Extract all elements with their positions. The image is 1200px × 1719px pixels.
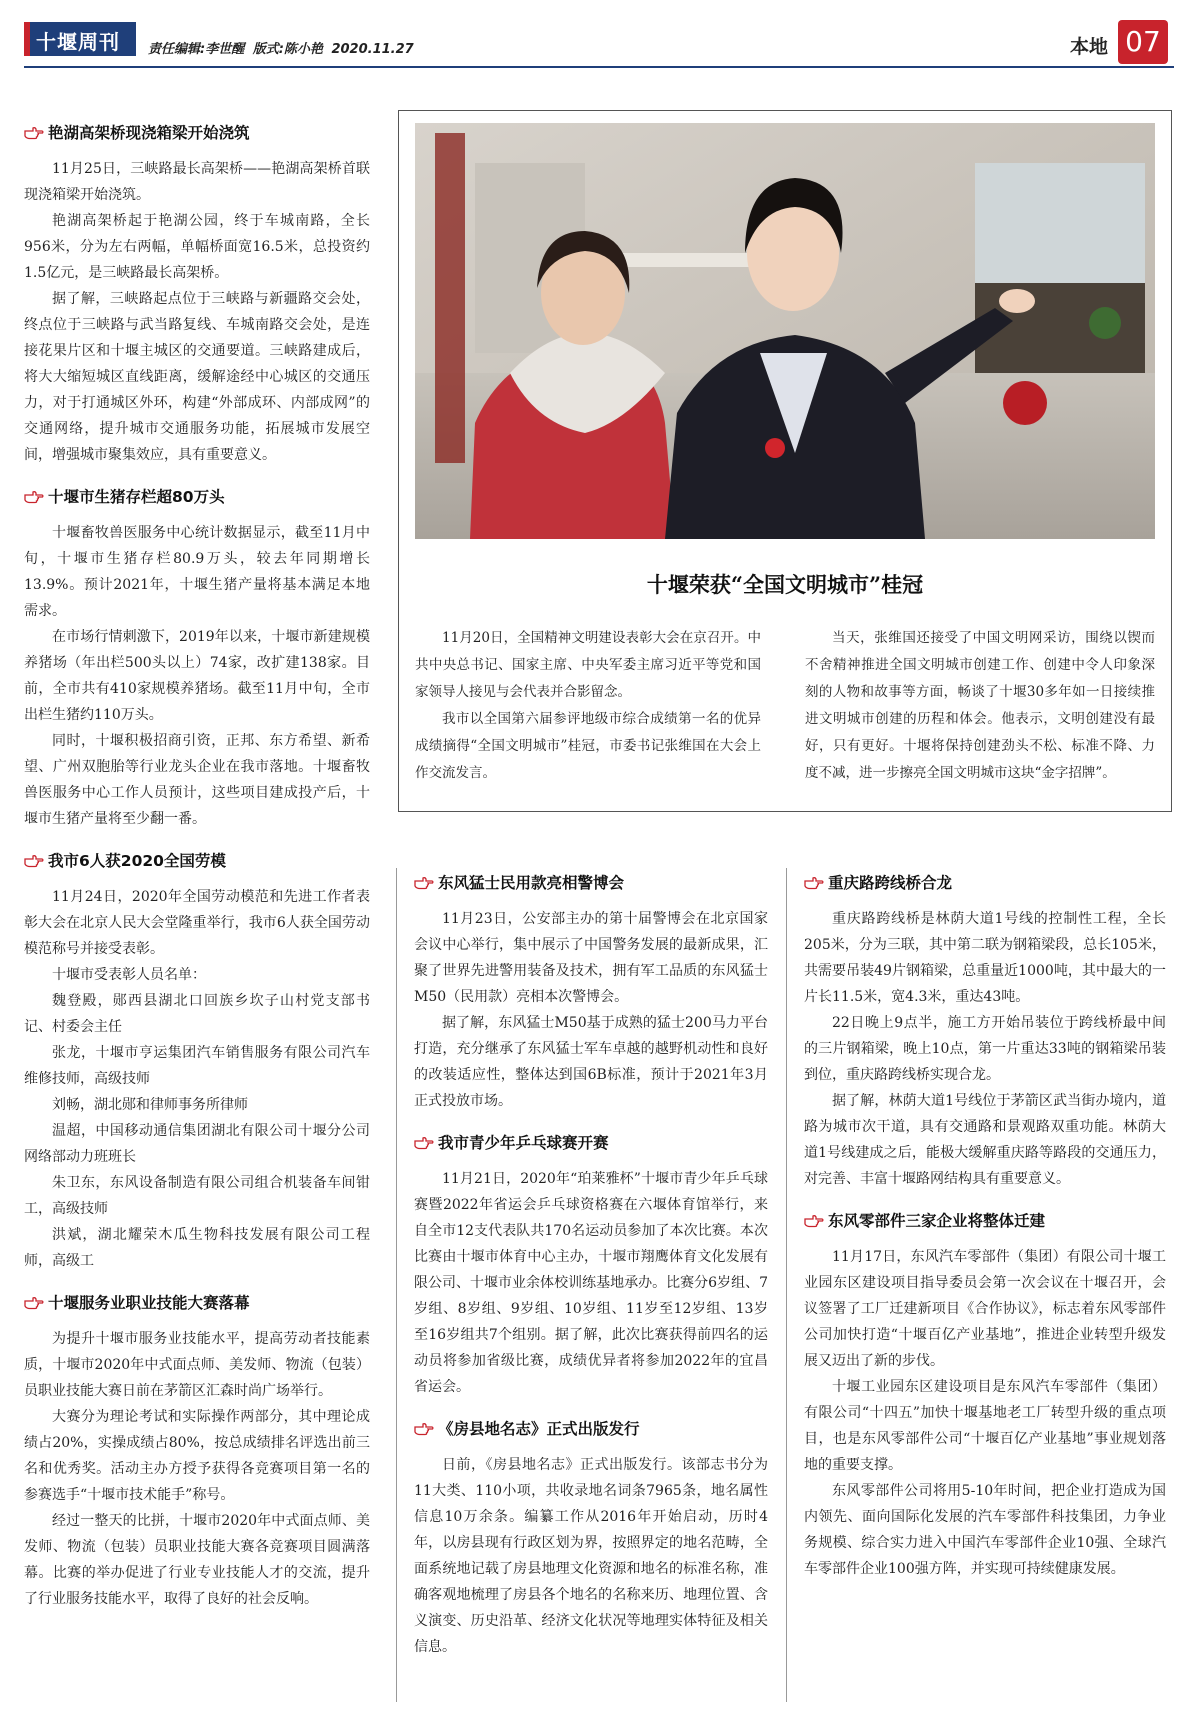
feature-paragraph: 我市以全国第六届参评地级市综合成绩第一名的优异成绩摘得“全国文明城市”桂冠，市委书记张维国在大会上作交流发言。 <box>415 711 761 781</box>
story-paragraph: 同时，十堰积极招商引资，正邦、东方希望、新希望、广州双胞胎等行业龙头企业在我市落地。十堰畜牧兽医服务中心工作人员预计，这些项目建成投产后，十堰市生猪产量将至少翻一番。 <box>24 733 370 827</box>
story-headline <box>24 118 370 148</box>
story-paragraph: 22日晚上9点半，施工方开始吊装位于跨线桥最中间的三片钢箱梁，晚上10点，第一片重达33吨的钢箱梁吊装到位，重庆路跨线桥实现合龙。 <box>804 1015 1166 1083</box>
column-left <box>24 118 370 1612</box>
story-paragraph: 张龙，十堰市亨运集团汽车销售服务有限公司汽车维修技师，高级技师 <box>24 1045 370 1087</box>
page-header <box>24 20 1174 64</box>
logo-stripe <box>24 22 30 56</box>
page-number: 07 <box>1118 20 1168 64</box>
story-paragraph: 洪斌，湖北耀荣木瓜生物科技发展有限公司工程师，高级工 <box>24 1227 370 1269</box>
story-paragraph: 刘畅，湖北郧和律师事务所律师 <box>52 1097 248 1113</box>
pointing-hand-icon <box>24 490 44 504</box>
newspaper-logo <box>24 22 136 56</box>
feature-title: 十堰荣获“全国文明城市”桂冠 <box>646 572 924 597</box>
story-paragraph: 经过一整天的比拼，十堰市2020年中式面点师、美发师、物流（包装）员职业技能大赛各竞赛项目圆满落幕。比赛的举办促进了行业专业技能人才的交流，提升了行业服务技能水平，取得了良好的社会反响。 <box>24 1513 370 1607</box>
story-paragraph: 艳湖高架桥起于艳湖公园，终于车城南路，全长956米，分为左右两幅，单幅桥面宽16.5米，总投资约1.5亿元，是三峡路最长高架桥。 <box>24 213 370 281</box>
story-title: 艳湖高架桥现浇箱梁开始浇筑 <box>48 124 250 142</box>
story-title: 东风猛士民用款亮相警博会 <box>438 874 625 892</box>
pointing-hand-icon <box>804 876 824 890</box>
pointing-hand-icon <box>24 126 44 140</box>
story-headline <box>804 868 1166 898</box>
story-paragraph: 11月25日，三峡路最长高架桥——艳湖高架桥首联现浇箱梁开始浇筑。 <box>24 161 370 203</box>
section-name: 本地 <box>1069 36 1108 58</box>
story-paragraph: 11月24日，2020年全国劳动模范和先进工作者表彰大会在北京人民大会堂隆重举行，我市6人获全国劳动模范称号并接受表彰。 <box>24 889 370 957</box>
story-paragraph: 魏登殿，郧西县湖北口回族乡坎子山村党支部书记、村委会主任 <box>24 993 370 1035</box>
column-right <box>804 868 1166 1582</box>
pointing-hand-icon <box>414 876 434 890</box>
story-headline <box>414 868 768 898</box>
story-headline <box>24 1288 370 1318</box>
pointing-hand-icon <box>804 1214 824 1228</box>
pointing-hand-icon <box>24 1296 44 1310</box>
story-paragraph: 11月21日，2020年“珀莱雅杯”十堰市青少年乒乓球赛暨2022年省运会乒乓球资格赛在六堰体育馆举行，来自全市12支代表队共170名运动员参加了本次比赛。本次比赛由十堰市体育中心主办，十堰市翔鹰体育文化发展有限公司、十堰市业余体校训练基地承办。比赛分6岁组、7岁组、8岁组、9岁组、10岁组、11岁至12岁组、13岁至16岁组共7个组别。据了解，此次比赛获得前四名的运动员将参加省级比赛，成绩优异者将参加2022年的宜昌省运会。 <box>414 1171 768 1395</box>
edition-meta <box>148 38 418 57</box>
story-headline <box>414 1128 768 1158</box>
story-paragraph: 据了解，三峡路起点位于三峡路与新疆路交会处，终点位于三峡路与武当路复线、车城南路交会处，是连接花果片区和十堰主城区的交通要道。三峡路建成后，将大大缩短城区直线距离，缓解途经中心城区的交通压力，对于打通城区外环，构建“外部成环、内部成网”的交通网络，提升城市交通服务功能，拓展城市发展空间，增强城市聚集效应，具有重要意义。 <box>24 291 370 463</box>
story-headline <box>24 482 370 512</box>
story-paragraph: 在市场行情刺激下，2019年以来，十堰市新建规模养猪场（年出栏500头以上）74家，改扩建138家。目前，全市共有410家规模养猪场。截至11月中旬，全市出栏生猪约110万头。 <box>24 629 370 723</box>
story-paragraph: 日前，《房县地名志》正式出版发行。该部志书分为11大类、110小项，共收录地名词条7965条，地名属性信息10万余条。编纂工作从2016年开始启动，历时4年，以房县现有行政区划为界，按照界定的地名范畴，全面系统地记载了房县地理文化资源和地名的标准名称，准确客观地梳理了房县各个地名的名称来历、地理位置、含义演变、历史沿革、经济文化状况等地理实体特征及相关信息。 <box>414 1457 768 1655</box>
pointing-hand-icon <box>24 854 44 868</box>
pointing-hand-icon <box>414 1422 434 1436</box>
story-paragraph: 11月17日，东风汽车零部件（集团）有限公司十堰工业园东区建设项目指导委员会第一次会议在十堰召开，会议签署了工厂迁建新项目《合作协议》，标志着东风零部件公司加快打造“十堰百亿产业基地”，推进企业转型升级发展又迈出了新的步伐。 <box>804 1249 1166 1369</box>
story-title: 东风零部件三家企业将整体迁建 <box>828 1212 1046 1230</box>
story-paragraph: 温超，中国移动通信集团湖北有限公司十堰分公司网络部动力班班长 <box>24 1123 370 1165</box>
story-paragraph: 东风零部件公司将用5-10年时间，把企业打造成为国内领先、面向国际化发展的汽车零部件科技集团，力争业务规模、综合实力进入中国汽车零部件企业10强、全球汽车零部件企业100强方阵，并实现可持续健康发展。 <box>804 1483 1166 1577</box>
story-paragraph: 大赛分为理论考试和实际操作两部分，其中理论成绩占20%，实操成绩占80%，按总成绩排名评选出前三名和优秀奖。活动主办方授予获得各竞赛项目第一名的参赛选手“十堰市技术能手”称号。 <box>24 1409 370 1503</box>
story-title: 十堰市生猪存栏超80万头 <box>48 488 225 506</box>
story-headline <box>414 1414 768 1444</box>
feature-text-left <box>415 625 761 787</box>
column-divider <box>396 868 397 1702</box>
story-paragraph: 据了解，东风猛士M50基于成熟的猛士200马力平台打造，充分继承了东风猛士军车卓越的越野机动性和良好的改装适应性，整体达到国6B标准，预计于2021年3月正式投放市场。 <box>414 1015 768 1109</box>
issue-date: 2020.11.27 <box>331 42 414 57</box>
story-paragraph: 十堰市受表彰人员名单： <box>52 967 206 983</box>
story-title: 我市青少年乒乓球赛开赛 <box>438 1134 609 1152</box>
column-divider <box>786 868 787 1702</box>
feature-box <box>398 110 1172 812</box>
feature-paragraph: 11月20日，全国精神文明建设表彰大会在京召开。中共中央总书记、国家主席、中央军委主席习近平等党和国家领导人接见与会代表并合影留念。 <box>415 630 761 700</box>
story-paragraph: 十堰畜牧兽医服务中心统计数据显示，截至11月中旬，十堰市生猪存栏80.9万头，较去年同期增长13.9%。预计2021年，十堰生猪产量将基本满足本地需求。 <box>24 525 370 619</box>
logo-text: 十堰周刊 <box>36 30 120 54</box>
story-headline <box>804 1206 1166 1236</box>
story-paragraph: 朱卫东，东风设备制造有限公司组合机装备车间钳工，高级技师 <box>24 1175 370 1217</box>
story-paragraph: 为提升十堰市服务业技能水平，提高劳动者技能素质，十堰市2020年中式面点师、美发师、物流（包装）员职业技能大赛日前在茅箭区汇森时尚广场举行。 <box>24 1331 370 1399</box>
header-rule <box>24 66 1174 68</box>
story-paragraph: 十堰工业园东区建设项目是东风汽车零部件（集团）有限公司“十四五”加快十堰基地老工厂转型升级的重点项目，也是东风零部件公司“十堰百亿产业基地”事业规划落地的重要支撑。 <box>804 1379 1166 1473</box>
story-title: 《房县地名志》正式出版发行 <box>438 1420 640 1438</box>
story-paragraph: 11月23日，公安部主办的第十届警博会在北京国家会议中心举行，集中展示了中国警务发展的最新成果，汇聚了世界先进警用装备及技术，拥有军工品质的东风猛士M50（民用款）亮相本次警博会。 <box>414 911 768 1005</box>
feature-paragraph: 当天，张维国还接受了中国文明网采访，围绕以锲而不舍精神推进全国文明城市创建工作、创建中令人印象深刻的人物和故事等方面，畅谈了十堰30多年如一日接续推进文明城市创建的历程和体会。他表示，文明创建没有最好，只有更好。十堰将保持创建劲头不松、标准不降、力度不减，进一步擦亮全国文明城市这块“金字招牌”。 <box>805 630 1155 781</box>
story-headline <box>24 846 370 876</box>
story-paragraph: 重庆路跨线桥是林荫大道1号线的控制性工程，全长205米，分为三联，其中第二联为钢箱梁段，总长105米，共需要吊装49片钢箱梁，总重量近1000吨，其中最大的一片长11.5米，宽4.3米，重达43吨。 <box>804 911 1166 1005</box>
layout-credit: 版式:陈小艳 <box>252 42 323 57</box>
editor-credit: 责任编辑:李世醒 <box>148 42 245 57</box>
pointing-hand-icon <box>414 1136 434 1150</box>
feature-photo <box>415 123 1155 539</box>
story-title: 十堰服务业职业技能大赛落幕 <box>48 1294 250 1312</box>
story-title: 重庆路跨线桥合龙 <box>828 874 953 892</box>
story-paragraph: 据了解，林荫大道1号线位于茅箭区武当街办境内，道路为城市次干道，具有交通路和景观路双重功能。林荫大道1号线建成之后，能极大缓解重庆路等路段的交通压力，对完善、丰富十堰路网结构具有重要意义。 <box>804 1093 1166 1187</box>
feature-text-right <box>805 625 1155 787</box>
column-middle <box>414 868 768 1660</box>
photo-illustration <box>415 123 1155 539</box>
story-title: 我市6人获2020全国劳模 <box>48 852 226 870</box>
